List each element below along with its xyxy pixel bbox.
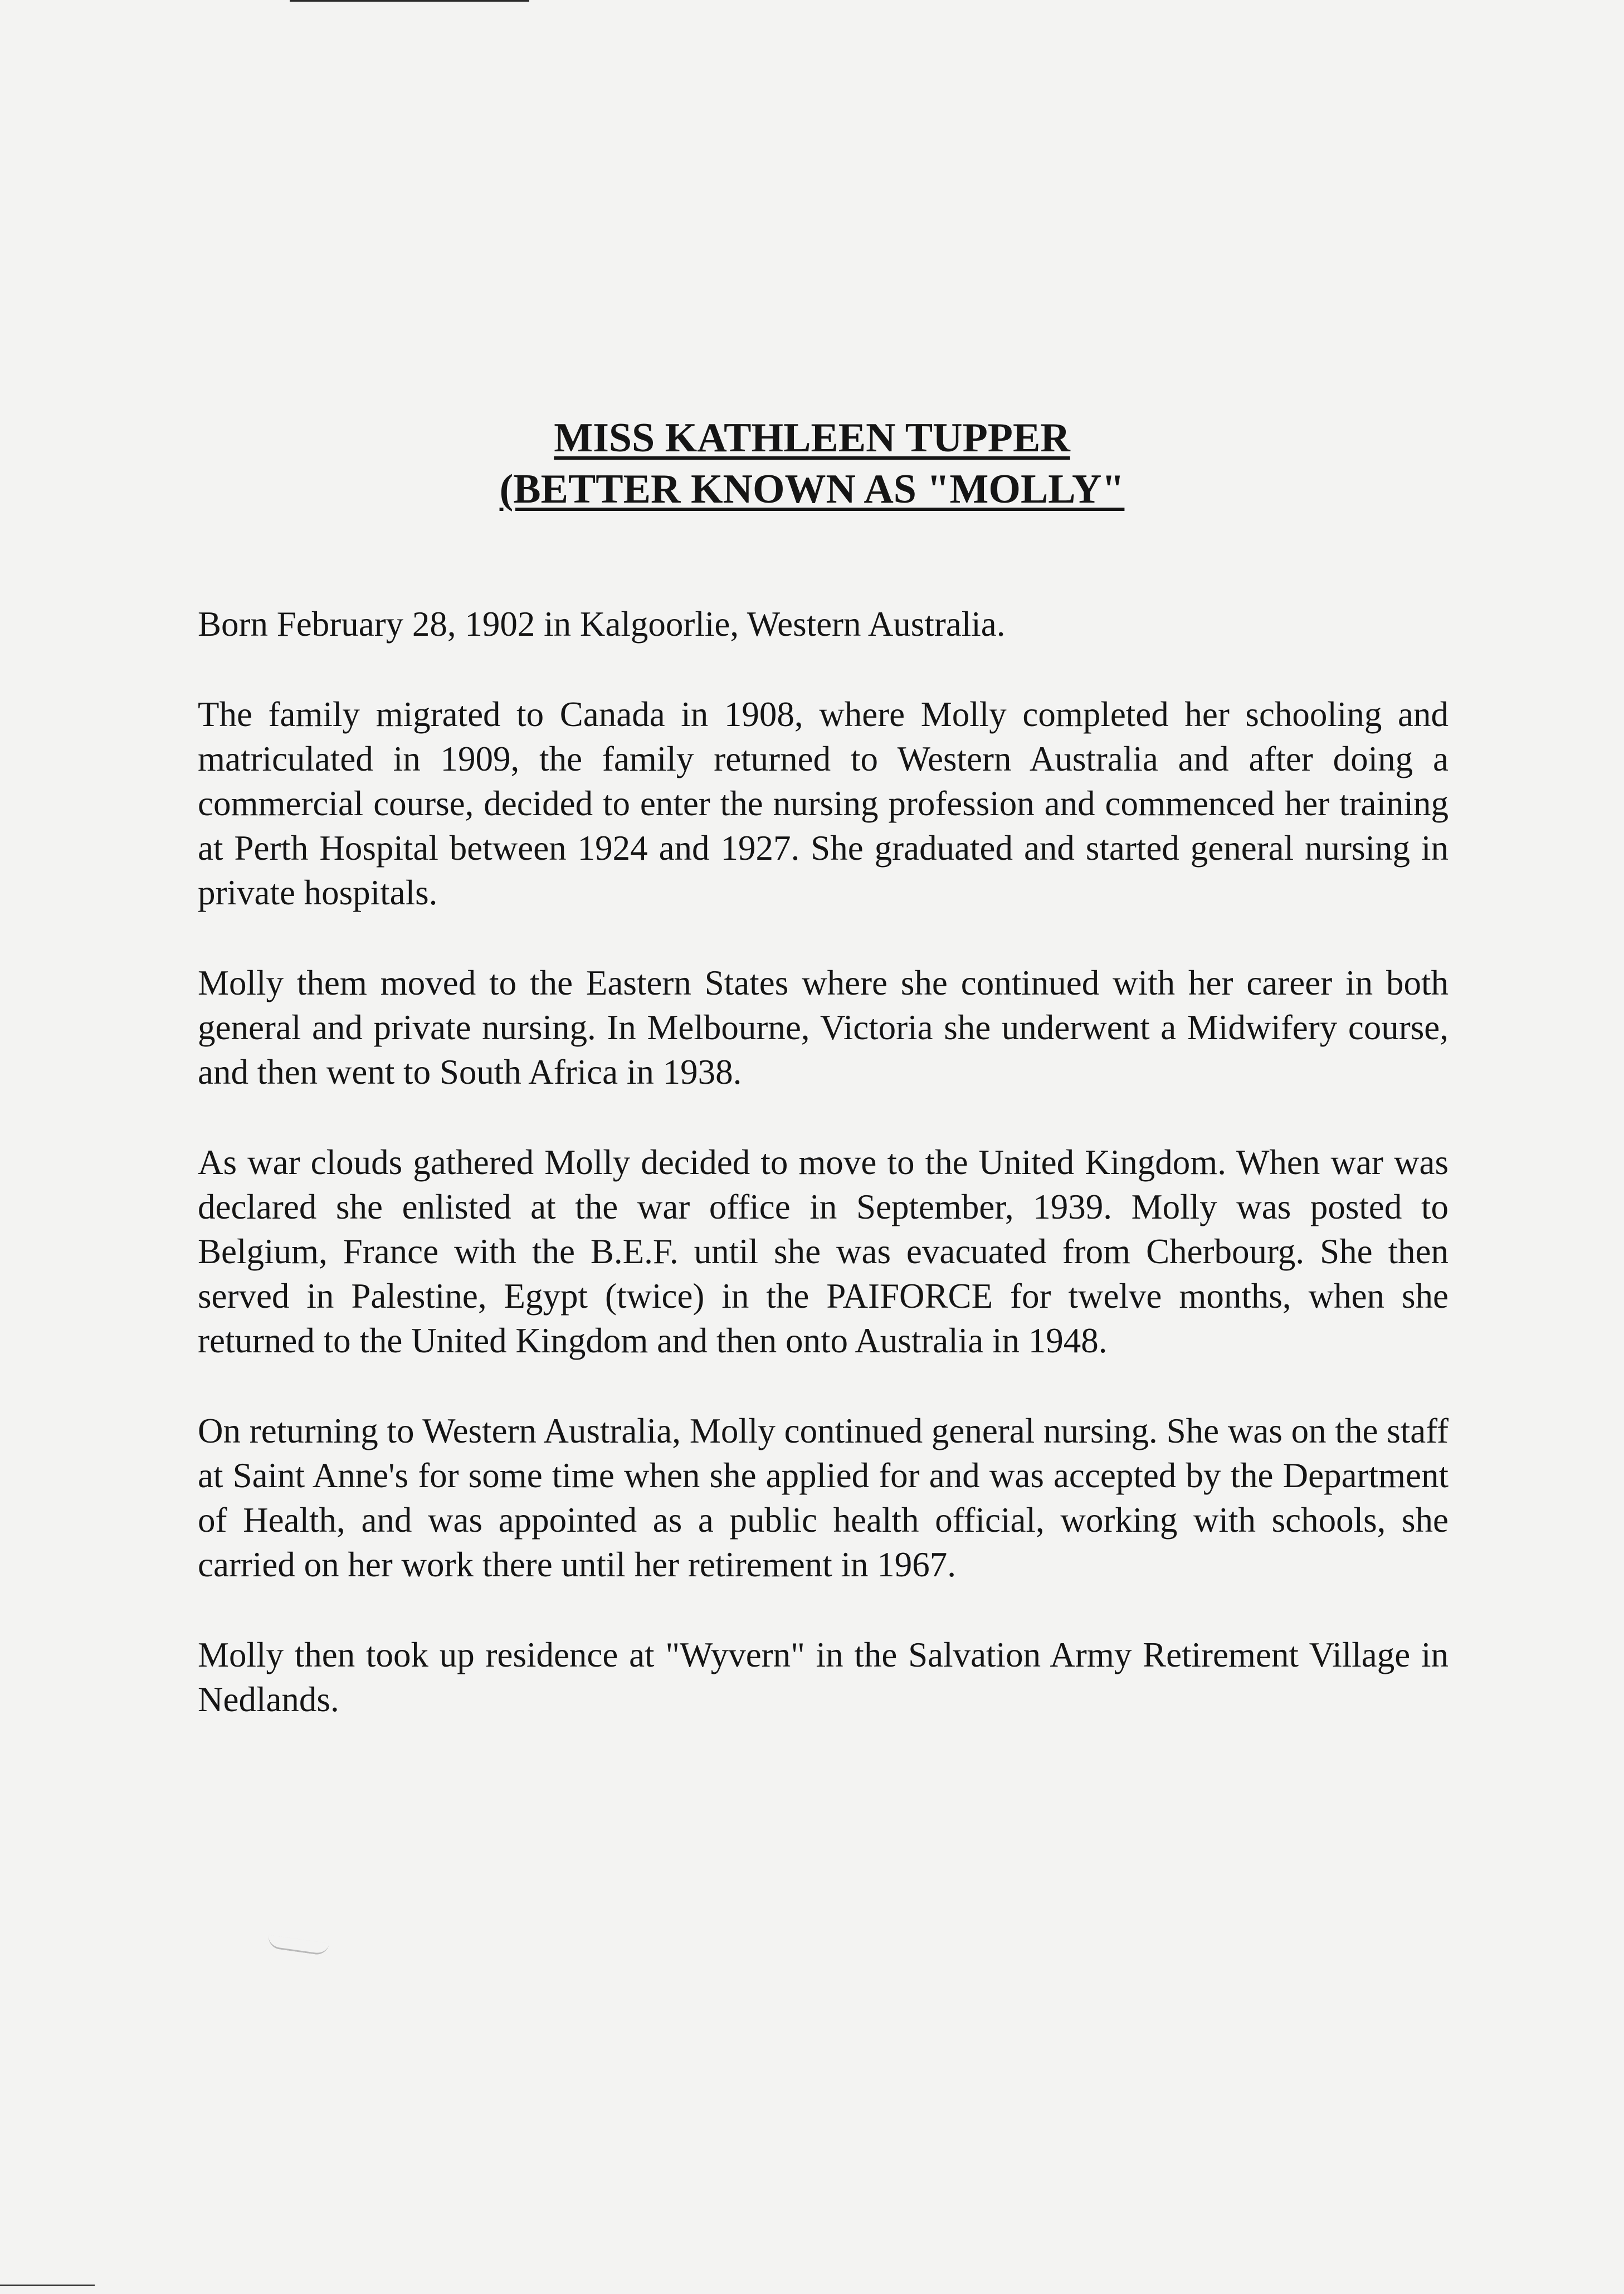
scan-edge-line-top (290, 0, 529, 2)
paragraph-retirement: Molly then took up residence at "Wyvern" in the Salvation Army Retirement Village in Nedlands. (198, 1635, 1449, 1719)
paragraph-family-migration: The family migrated to Canada in 1908, where Molly completed her schooling and matriculated in 1909, the family returned to Western Australia and after doing a commercial course, decided to enter the nursing profession and commenced her training at Perth Hospital between 1924 and 1927. She graduated and started general nursing in private hospitals. (198, 695, 1449, 912)
title-line-2: (BETTER KNOWN AS "MOLLY" (499, 466, 1125, 512)
scan-edge-line-bottom (0, 2285, 95, 2286)
paragraph-war-service: As war clouds gathered Molly decided to move to the United Kingdom. When war was declared she enlisted at the war office in September, 1939. Molly was posted to Belgium, France with the B.E.F. until she was evacuated from Cherbourg. She then served in Palestine, Egypt (twice) in the PAIFORCE for twelve months, when she returned to the United Kingdom and then onto Australia in 1948. (198, 1143, 1449, 1360)
paragraph-public-health: On returning to Western Australia, Molly continued general nursing. She was on the staff at Saint Anne's for some time when she applied for and was accepted by the Department of Health, and was appointed as a public health official, working with schools, she carried on her work there until her retirement in 1967. (198, 1411, 1449, 1584)
title-line-1: MISS KATHLEEN TUPPER (554, 415, 1070, 461)
document-title (0, 412, 1624, 515)
paragraph-birth: Born February 28, 1902 in Kalgoorlie, Western Australia. (198, 605, 1006, 644)
document-body (198, 602, 1449, 1767)
paragraph-eastern-states: Molly them moved to the Eastern States where she continued with her career in both general and private nursing. In Melbourne, Victoria she underwent a Midwifery course, and then went to South Africa in 1938. (198, 963, 1449, 1092)
scan-smudge-mark (267, 1935, 329, 1956)
